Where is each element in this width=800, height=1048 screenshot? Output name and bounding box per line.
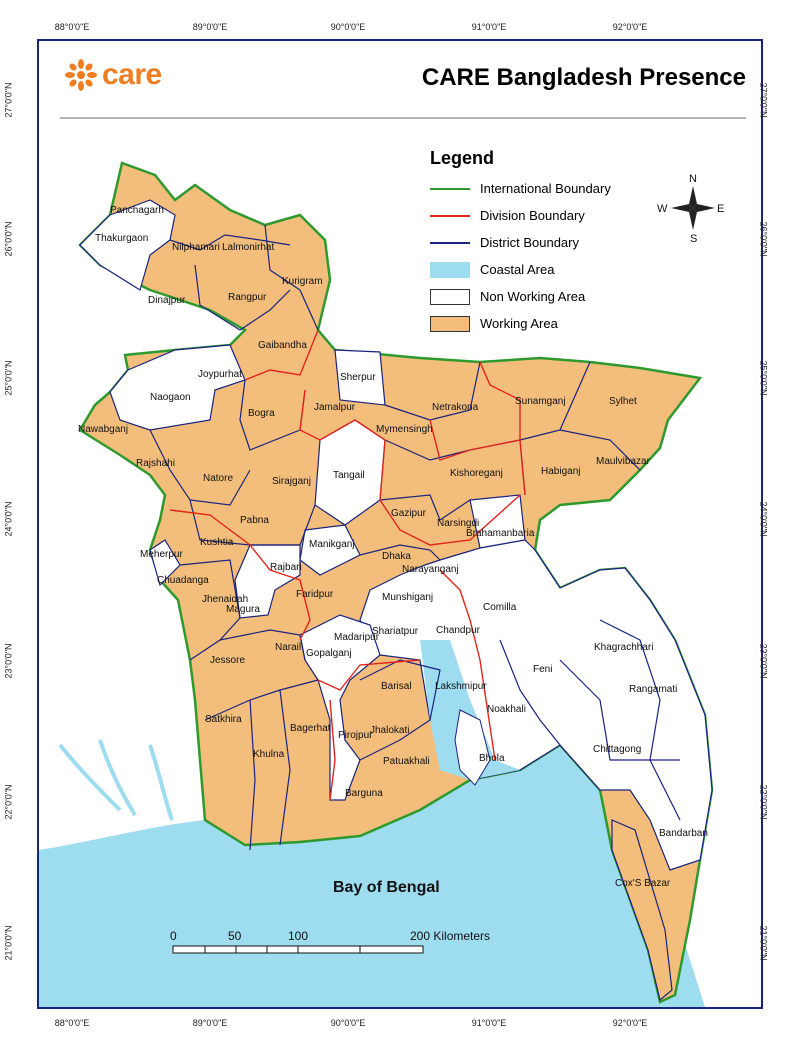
tick-right-27n: 27°0'0"N xyxy=(758,82,769,118)
bay-of-bengal-label: Bay of Bengal xyxy=(333,879,440,896)
label-satkhira: Satkhira xyxy=(205,714,242,725)
legend-item-coastal xyxy=(430,256,630,283)
label-bhola: Bhola xyxy=(479,753,505,764)
legend-swatch-international xyxy=(430,181,470,197)
label-jamalpur: Jamalpur xyxy=(314,402,356,413)
scale-tick-200: 200 Kilometers xyxy=(410,929,491,943)
tick-bottom-92e: 92°0'0"E xyxy=(612,1018,648,1028)
label-thakurgaon: Thakurgaon xyxy=(95,233,149,244)
tick-top-90e: 90°0'0"E xyxy=(330,22,366,32)
label-brahamanbaria: Brahamanbaria xyxy=(466,528,535,539)
tick-right-22n: 22°0'0"N xyxy=(758,784,769,820)
label-bagerhat: Bagerhat xyxy=(290,723,331,734)
label-tangail: Tangail xyxy=(333,470,365,481)
label-joypurhat: Joypurhat xyxy=(198,369,242,380)
label-kishoreganj: Kishoreganj xyxy=(450,468,503,479)
legend-item-working xyxy=(430,310,630,337)
label-lakshmipur: Lakshmipur xyxy=(435,681,487,692)
legend-label-coastal: Coastal Area xyxy=(480,262,555,277)
label-kurigram: Kurigram xyxy=(282,276,323,287)
label-barisal: Barisal xyxy=(381,681,412,692)
label-natore: Natore xyxy=(203,473,234,484)
label-panchagarh: Panchagarh xyxy=(110,205,164,216)
tick-bottom-91e: 91°0'0"E xyxy=(471,1018,507,1028)
tick-left-22n: 22°0'0"N xyxy=(3,784,14,820)
label-jessore: Jessore xyxy=(210,655,246,666)
compass-e-label: E xyxy=(717,203,725,215)
label-magura: Magura xyxy=(226,604,260,615)
label-rajbari: Rajbari xyxy=(270,562,302,573)
scale-tick-50: 50 xyxy=(228,929,242,943)
tick-top-89e: 89°0'0"E xyxy=(192,22,228,32)
label-sunamganj: Sunamganj xyxy=(515,396,566,407)
label-sirajganj: Sirajganj xyxy=(272,476,311,487)
tick-right-24n: 24°0'0"N xyxy=(758,501,769,537)
label-kushtia: Kushtia xyxy=(200,537,234,548)
tick-bottom-88e: 88°0'0"E xyxy=(54,1018,90,1028)
label-sylhet: Sylhet xyxy=(609,396,637,407)
label-narail: Narail xyxy=(275,642,302,653)
label-khulna: Khulna xyxy=(253,749,285,760)
tick-left-25n: 25°0'0"N xyxy=(3,360,14,396)
label-rajshahi: Rajshahi xyxy=(136,458,175,469)
label-pabna: Pabna xyxy=(240,515,269,526)
label-chandpur: Chandpur xyxy=(436,625,480,636)
label-nilphamari: Nilphamari xyxy=(172,242,220,253)
legend-swatch-coastal xyxy=(430,262,470,278)
label-khagrachhari: Khagrachhari xyxy=(594,642,654,653)
legend-title: Legend xyxy=(430,148,495,168)
legend-label-division: Division Boundary xyxy=(480,208,585,223)
care-logo-text: care xyxy=(102,58,162,91)
legend-label-district: District Boundary xyxy=(480,235,579,250)
label-gaibandha: Gaibandha xyxy=(258,340,307,351)
tick-left-21n: 21°0'0"N xyxy=(3,925,14,961)
label-sherpur: Sherpur xyxy=(340,372,376,383)
label-rangamati: Rangamati xyxy=(629,684,678,695)
tick-top-92e: 92°0'0"E xyxy=(612,22,648,32)
label-patuakhali: Patuakhali xyxy=(383,756,430,767)
label-manikganj: Manikganj xyxy=(309,539,355,550)
label-habiganj: Habiganj xyxy=(541,466,581,477)
legend-item-international xyxy=(430,175,630,202)
legend-item-division xyxy=(430,202,630,229)
tick-right-21n: 21°0'0"N xyxy=(758,925,769,961)
tick-bottom-90e: 90°0'0"E xyxy=(330,1018,366,1028)
label-dhaka: Dhaka xyxy=(382,551,411,562)
label-gazipur: Gazipur xyxy=(391,508,427,519)
scale-tick-0: 0 xyxy=(170,929,177,943)
label-dinajpur: Dinajpur xyxy=(148,295,186,306)
legend-label-international: International Boundary xyxy=(480,181,611,196)
label-jhenaidah: Jhenaidah xyxy=(202,594,249,605)
map-title: CARE Bangladesh Presence xyxy=(421,64,746,91)
tick-left-24n: 24°0'0"N xyxy=(3,501,14,537)
legend-swatch-division xyxy=(430,208,470,224)
label-mymensingh: Mymensingh xyxy=(376,424,433,435)
tick-top-88e: 88°0'0"E xyxy=(54,22,90,32)
legend-swatch-district xyxy=(430,235,470,251)
legend-swatch-working xyxy=(430,316,470,332)
label-munshiganj: Munshiganj xyxy=(382,592,434,603)
scale-tick-100: 100 xyxy=(288,929,309,943)
legend-label-working: Working Area xyxy=(480,316,558,331)
tick-right-25n: 25°0'0"N xyxy=(758,360,769,396)
legend-item-district xyxy=(430,229,630,256)
label-jhalokati: Jhalokati xyxy=(370,725,410,736)
label-shariatpur: Shariatpur xyxy=(372,626,419,637)
tick-left-23n: 23°0'0"N xyxy=(3,643,14,679)
care-logo-icon xyxy=(64,58,98,92)
label-chittagong: Chittagong xyxy=(593,744,642,755)
compass-n-label: N xyxy=(689,173,697,185)
label-barguna: Barguna xyxy=(345,788,383,799)
label-bandarban: Bandarban xyxy=(659,828,708,839)
care-logo xyxy=(64,58,162,92)
legend-swatch-non-working xyxy=(430,289,470,305)
legend-label-non-working: Non Working Area xyxy=(480,289,586,304)
label-pirojpur: Pirojpur xyxy=(338,730,373,741)
label-naogaon: Naogaon xyxy=(150,392,191,403)
label-bogra: Bogra xyxy=(248,408,275,419)
label-meherpur: Meherpur xyxy=(140,549,183,560)
label-nawabganj: Nawabganj xyxy=(78,424,129,435)
compass-w-label: W xyxy=(657,203,668,215)
label-comilla: Comilla xyxy=(483,602,517,613)
tick-left-27n: 27°0'0"N xyxy=(3,82,14,118)
label-narayanganj: Narayanganj xyxy=(402,564,459,575)
label-coxs-bazar: Cox'S Bazar xyxy=(615,878,671,889)
tick-right-26n: 26°0'0"N xyxy=(758,221,769,257)
label-netrakona: Netrakona xyxy=(432,402,479,413)
label-lalmonirhat: Lalmonirhat xyxy=(222,242,275,253)
tick-left-26n: 26°0'0"N xyxy=(3,221,14,257)
tick-bottom-89e: 89°0'0"E xyxy=(192,1018,228,1028)
tick-top-91e: 91°0'0"E xyxy=(471,22,507,32)
label-rangpur: Rangpur xyxy=(228,292,267,303)
label-chuadanga: Chuadanga xyxy=(157,575,209,586)
legend-item-non-working xyxy=(430,283,630,310)
label-feni: Feni xyxy=(533,664,553,675)
tick-right-23n: 23°0'0"N xyxy=(758,643,769,679)
label-narsingdi: Narsingdi xyxy=(437,518,480,529)
legend xyxy=(430,148,630,337)
label-madaripur: Madaripur xyxy=(334,632,380,643)
label-maulvibazar: Maulvibazar xyxy=(596,456,650,467)
label-gopalganj: Gopalganj xyxy=(306,648,352,659)
label-faridpur: Faridpur xyxy=(296,589,334,600)
label-noakhali: Noakhali xyxy=(487,704,526,715)
compass-s-label: S xyxy=(690,233,698,245)
